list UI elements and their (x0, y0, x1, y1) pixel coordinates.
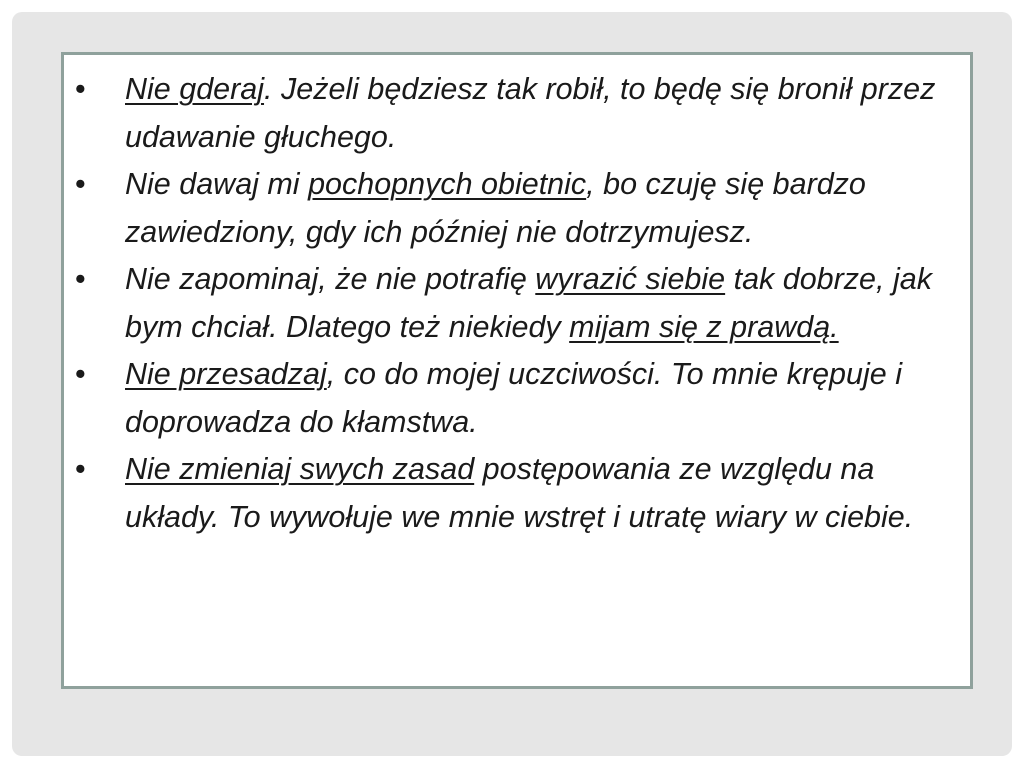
bullet-item-3 (64, 256, 970, 351)
bullet-icon: • (75, 262, 86, 296)
bullet-text: postępowania ze względu na układy. To wywołuje we mnie wstręt i utratę wiary w ciebie. (125, 452, 914, 534)
bullet-text: , bo czuję się bardzo zawiedziony, gdy ich później nie dotrzymujesz. (125, 167, 866, 249)
bullet-lead-text: Nie zapominaj, że nie potrafię (125, 262, 536, 296)
bullet-text: , co do mojej uczciwości. To mnie krępuje i doprowadza do kłamstwa. (125, 357, 902, 439)
text-frame (61, 52, 973, 689)
underlined-phrase: wyrazić siebie (535, 262, 726, 296)
bullet-item-2 (64, 161, 970, 256)
underlined-phrase: pochopnych obietnic (308, 167, 587, 201)
bullet-icon: • (75, 167, 86, 201)
bullet-item-4 (64, 351, 970, 446)
bullet-item-5 (64, 446, 970, 541)
underlined-phrase: Nie przesadzaj (125, 357, 327, 391)
underlined-phrase: Nie gderaj (125, 72, 265, 106)
underlined-phrase-2: mijam się z prawdą. (569, 309, 839, 344)
bullet-text: . Jeżeli będziesz tak robił, to będę się bronił przez udawanie głuchego. (125, 72, 936, 154)
bullet-list (64, 66, 970, 541)
bullet-icon: • (75, 452, 86, 486)
bullet-item-1 (64, 66, 970, 161)
bullet-text: tak dobrze, jak bym chciał. Dlatego też niekiedy (125, 262, 932, 344)
underlined-phrase: Nie zmieniaj swych zasad (125, 452, 475, 486)
bullet-icon: • (75, 357, 86, 391)
bullet-lead-text: Nie dawaj mi (125, 167, 309, 201)
bullet-icon: • (75, 72, 86, 106)
